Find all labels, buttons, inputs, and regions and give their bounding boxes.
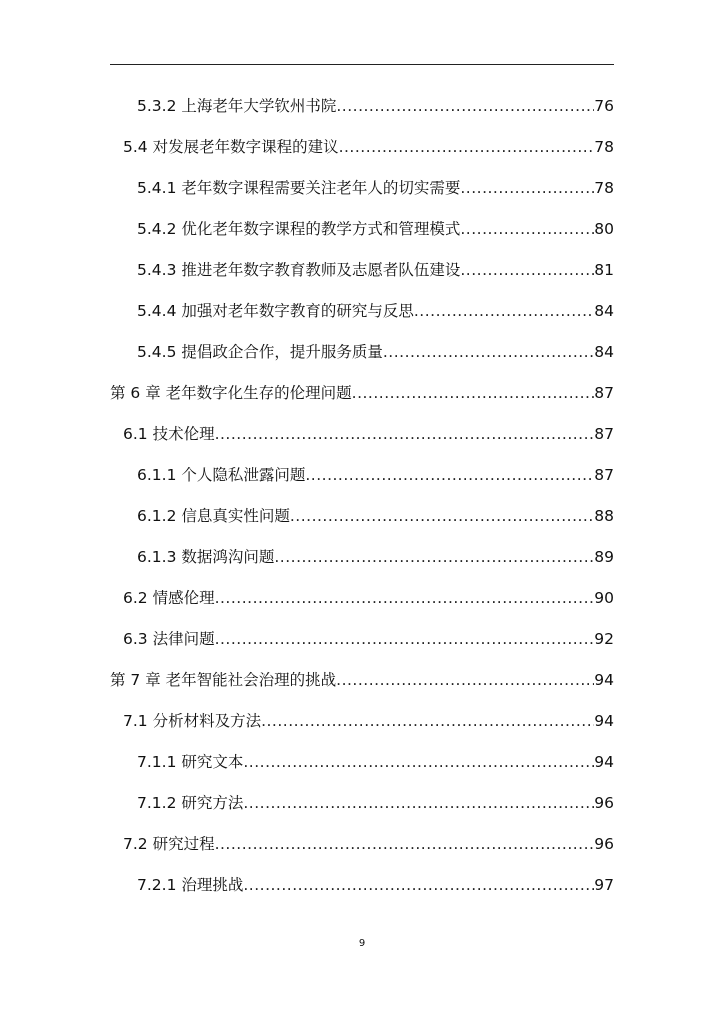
toc-entry-title: 第 6 章 老年数字化生存的伦理问题 [110, 384, 352, 402]
toc-entry-title: 7.2.1 治理挑战 [137, 876, 244, 894]
table-of-contents [110, 86, 614, 906]
toc-entry[interactable] [110, 783, 614, 824]
toc-entry-page: 76 [594, 97, 614, 115]
toc-leader-dots [414, 291, 594, 332]
toc-entry[interactable] [110, 168, 614, 209]
toc-entry-title: 7.1.2 研究方法 [137, 794, 244, 812]
toc-entry[interactable] [110, 701, 614, 742]
toc-leader-dots [243, 865, 594, 906]
toc-entry-page: 94 [594, 712, 614, 730]
toc-entry-page: 94 [594, 671, 614, 689]
toc-leader-dots [336, 86, 594, 127]
toc-entry-title: 5.4.2 优化老年数字课程的教学方式和管理模式 [137, 220, 461, 238]
toc-entry-page: 87 [594, 425, 614, 443]
toc-leader-dots [305, 455, 594, 496]
toc-entry-title: 6.1 技术伦理 [123, 425, 215, 443]
toc-entry-page: 78 [594, 179, 614, 197]
toc-entry-page: 96 [594, 794, 614, 812]
toc-entry-page: 80 [594, 220, 614, 238]
toc-entry[interactable] [110, 332, 614, 373]
toc-entry-page: 92 [594, 630, 614, 648]
toc-entry[interactable] [110, 865, 614, 906]
toc-entry-title: 7.1 分析材料及方法 [123, 712, 262, 730]
toc-entry-page: 87 [594, 384, 614, 402]
toc-entry-title: 5.4 对发展老年数字课程的建议 [123, 138, 339, 156]
toc-leader-dots [352, 373, 595, 414]
toc-entry-title: 6.1.3 数据鸿沟问题 [137, 548, 275, 566]
toc-entry-title: 5.3.2 上海老年大学钦州书院 [137, 97, 337, 115]
toc-entry-page: 88 [594, 507, 614, 525]
toc-entry-title: 6.3 法律问题 [123, 630, 215, 648]
toc-entry[interactable] [110, 86, 614, 127]
toc-entry[interactable] [110, 660, 614, 701]
toc-leader-dots [215, 414, 595, 455]
toc-leader-dots [460, 250, 594, 291]
toc-leader-dots [460, 209, 594, 250]
toc-entry[interactable] [110, 291, 614, 332]
toc-entry-title: 7.1.1 研究文本 [137, 753, 244, 771]
toc-entry-page: 94 [594, 753, 614, 771]
toc-leader-dots [339, 127, 595, 168]
toc-leader-dots [290, 496, 594, 537]
toc-entry[interactable] [110, 373, 614, 414]
toc-entry[interactable] [110, 742, 614, 783]
toc-leader-dots [243, 783, 594, 824]
toc-entry[interactable] [110, 619, 614, 660]
toc-entry[interactable] [110, 578, 614, 619]
toc-leader-dots [383, 332, 594, 373]
toc-entry-title: 6.2 情感伦理 [123, 589, 215, 607]
toc-entry[interactable] [110, 455, 614, 496]
toc-entry-page: 81 [594, 261, 614, 279]
toc-entry-page: 96 [594, 835, 614, 853]
toc-leader-dots [243, 742, 594, 783]
toc-entry-title: 第 7 章 老年智能社会治理的挑战 [110, 671, 337, 689]
toc-leader-dots [274, 537, 594, 578]
toc-entry-page: 97 [594, 876, 614, 894]
toc-entry-title: 6.1.2 信息真实性问题 [137, 507, 290, 525]
toc-leader-dots [336, 660, 594, 701]
toc-entry-title: 5.4.5 提倡政企合作，提升服务质量 [137, 343, 383, 361]
toc-leader-dots [261, 701, 594, 742]
toc-entry[interactable] [110, 250, 614, 291]
toc-entry[interactable] [110, 537, 614, 578]
toc-entry[interactable] [110, 824, 614, 865]
toc-entry-page: 87 [594, 466, 614, 484]
toc-entry[interactable] [110, 496, 614, 537]
header-rule [110, 64, 614, 65]
toc-entry[interactable] [110, 127, 614, 168]
toc-entry[interactable] [110, 414, 614, 455]
toc-entry-title: 5.4.3 推进老年数字教育教师及志愿者队伍建设 [137, 261, 461, 279]
toc-entry-title: 5.4.4 加强对老年数字教育的研究与反思 [137, 302, 414, 320]
toc-entry-page: 78 [594, 138, 614, 156]
toc-entry-title: 5.4.1 老年数字课程需要关注老年人的切实需要 [137, 179, 461, 197]
toc-entry-page: 89 [594, 548, 614, 566]
page-number: 9 [358, 938, 366, 949]
toc-leader-dots [460, 168, 594, 209]
toc-entry[interactable] [110, 209, 614, 250]
toc-leader-dots [215, 619, 595, 660]
toc-entry-title: 6.1.1 个人隐私泄露问题 [137, 466, 306, 484]
toc-leader-dots [215, 824, 595, 865]
toc-entry-page: 84 [594, 343, 614, 361]
toc-entry-page: 90 [594, 589, 614, 607]
toc-entry-title: 7.2 研究过程 [123, 835, 215, 853]
toc-leader-dots [215, 578, 595, 619]
toc-entry-page: 84 [594, 302, 614, 320]
